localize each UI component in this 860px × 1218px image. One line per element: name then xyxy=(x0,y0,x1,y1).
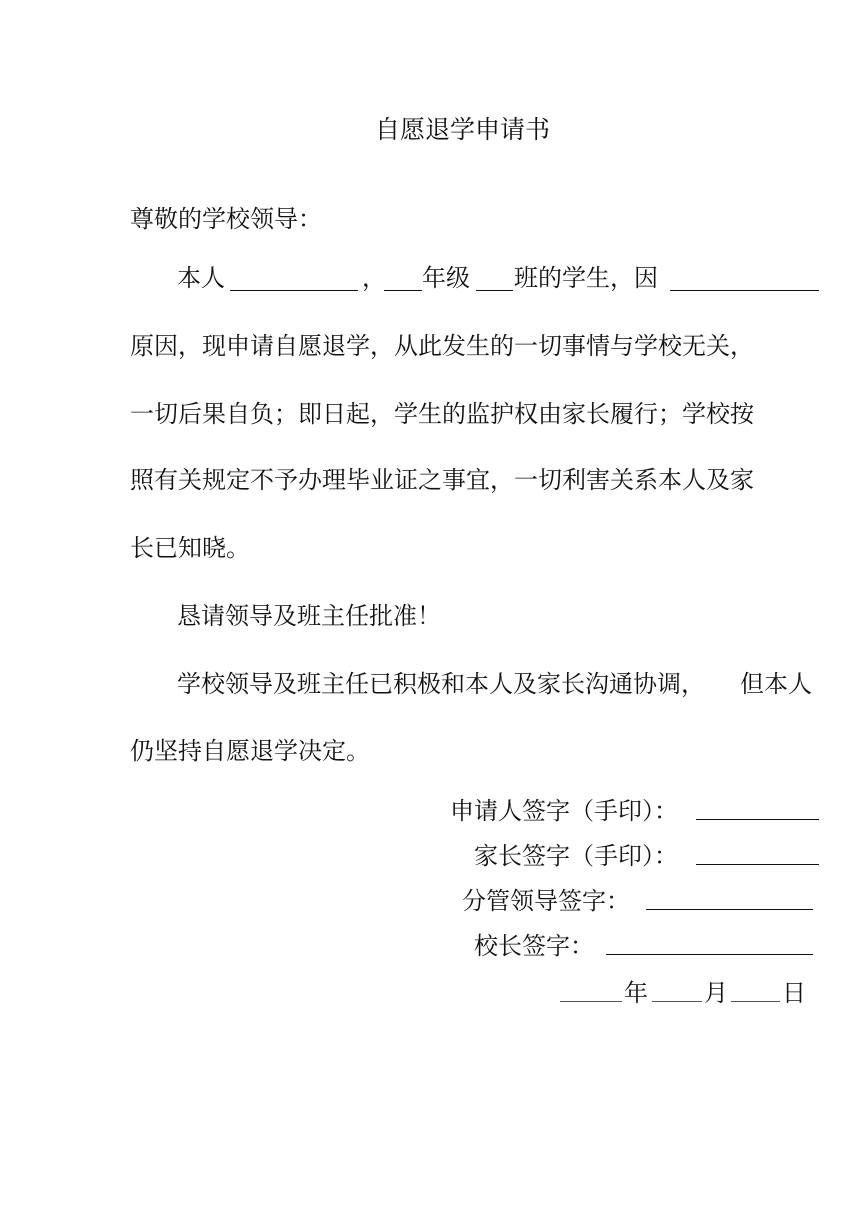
class-blank[interactable] xyxy=(476,290,513,291)
salutation: 尊敬的学校领导： xyxy=(130,205,322,233)
approval-request: 恳请领导及班主任批准！ xyxy=(177,602,441,630)
parent-signature-label: 家长签字（手印）： xyxy=(474,842,678,870)
principal-signature-label: 校长签字： xyxy=(474,932,594,960)
grade-label: 年级 xyxy=(422,264,470,292)
class-student-label: 班的学生，因 xyxy=(514,264,658,292)
parent-signature-line[interactable] xyxy=(696,864,819,865)
supervisor-signature-label: 分管领导签字： xyxy=(462,887,630,915)
paragraph1-line2: 原因，现申请自愿退学，从此发生的一切事情与学校无关， xyxy=(130,332,754,360)
name-blank[interactable] xyxy=(230,290,358,291)
reason-blank[interactable] xyxy=(670,290,819,291)
comma: ， xyxy=(362,264,386,292)
supervisor-signature-line[interactable] xyxy=(646,909,813,910)
benren-label: 本人 xyxy=(177,264,225,292)
year-blank[interactable] xyxy=(560,1001,622,1002)
paragraph1-line5: 长已知晓。 xyxy=(130,534,250,562)
month-blank[interactable] xyxy=(652,1001,702,1002)
paragraph1-line3: 一切后果自负；即日起，学生的监护权由家长履行；学校按 xyxy=(130,400,754,428)
applicant-signature-label: 申请人签字（手印）： xyxy=(450,797,678,825)
day-label: 日 xyxy=(782,979,806,1007)
paragraph3-line1: 学校领导及班主任已积极和本人及家长沟通协调， xyxy=(177,670,705,698)
paragraph1-line4: 照有关规定不予办理毕业证之事宜，一切利害关系本人及家 xyxy=(130,466,754,494)
year-label: 年 xyxy=(624,979,648,1007)
applicant-signature-line[interactable] xyxy=(696,819,819,820)
month-label: 月 xyxy=(704,979,728,1007)
document-title: 自愿退学申请书 xyxy=(375,115,551,144)
day-blank[interactable] xyxy=(731,1001,780,1002)
paragraph3-line1-end: 但本人 xyxy=(740,670,812,698)
paragraph3-line2: 仍坚持自愿退学决定。 xyxy=(130,737,370,765)
grade-blank[interactable] xyxy=(384,290,422,291)
principal-signature-line[interactable] xyxy=(606,954,813,955)
